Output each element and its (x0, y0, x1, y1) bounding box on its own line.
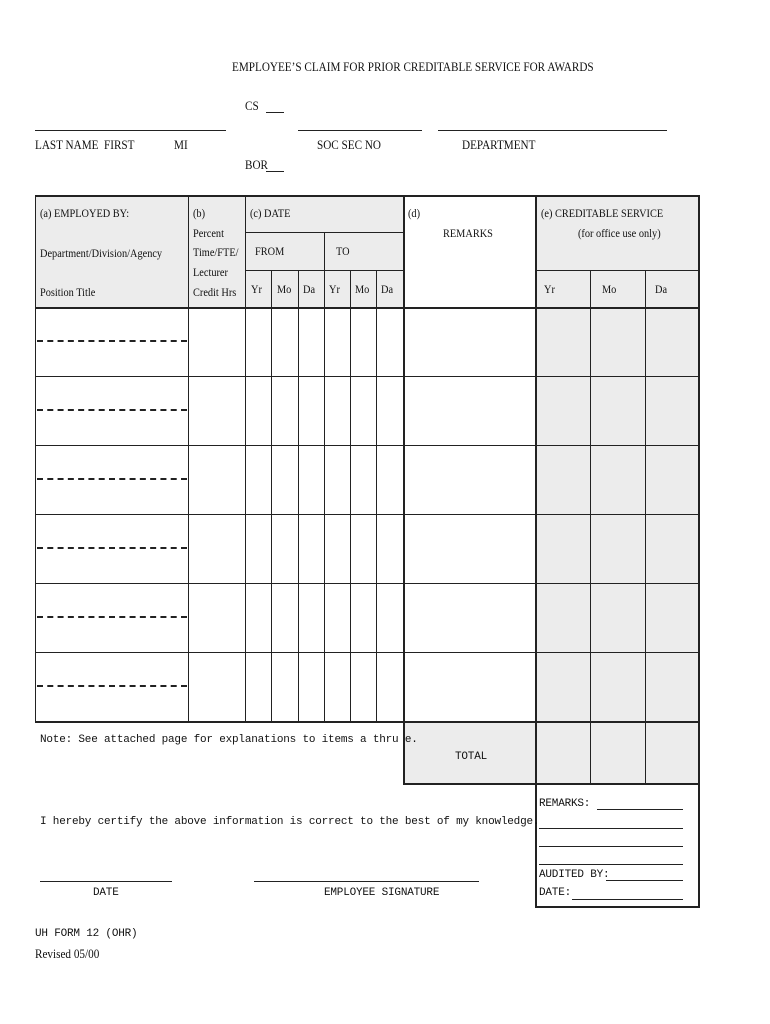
revised-date: Revised 05/00 (35, 946, 100, 961)
office-remarks-line[interactable] (539, 846, 683, 847)
signature-label: EMPLOYEE SIGNATURE (324, 887, 440, 899)
e-yr: Yr (544, 282, 555, 296)
to-da: Da (381, 282, 394, 296)
from-mo: Mo (277, 282, 292, 296)
from-label: FROM (255, 244, 285, 258)
office-remarks-line[interactable] (539, 864, 683, 865)
col-d-letter: (d) (408, 206, 421, 220)
col-b-line: Lecturer (193, 265, 228, 279)
to-yr: Yr (329, 282, 340, 296)
remarks-header: REMARKS (443, 226, 493, 240)
department-label: DEPARTMENT (462, 137, 536, 152)
bor-field[interactable] (266, 171, 284, 172)
col-b-line: Percent (193, 226, 224, 240)
audited-by-label: AUDITED BY: (539, 869, 610, 881)
office-date-label: DATE: (539, 887, 572, 899)
office-date-field[interactable] (572, 899, 683, 900)
employer-entry[interactable] (37, 685, 187, 687)
cs-field[interactable] (266, 112, 284, 113)
department-field[interactable] (438, 130, 667, 131)
to-label: TO (336, 244, 350, 258)
col-e-subtitle: (for office use only) (578, 226, 661, 240)
signature-field[interactable] (254, 881, 479, 882)
mi-label: MI (174, 137, 188, 152)
employer-entry[interactable] (37, 340, 187, 342)
to-mo: Mo (355, 282, 370, 296)
col-c-title: (c) DATE (250, 206, 291, 220)
from-yr: Yr (251, 282, 262, 296)
employer-entry[interactable] (37, 409, 187, 411)
cs-label: CS (245, 98, 259, 113)
col-b-letter: (b) (193, 206, 206, 220)
office-remarks-line[interactable] (539, 828, 683, 829)
bor-label: BOR (245, 157, 268, 172)
note-text: Note: See attached page for explanations to items a thru e. (40, 734, 418, 746)
total-row (403, 722, 699, 784)
total-label: TOTAL (455, 751, 488, 763)
from-da: Da (303, 282, 316, 296)
col-b-line: Credit Hrs (193, 285, 237, 299)
name-field[interactable] (35, 130, 226, 131)
office-remarks-field[interactable] (597, 809, 683, 810)
col-a-subtitle: Department/Division/Agency (40, 246, 163, 260)
date-label: DATE (93, 887, 119, 899)
col-a-position: Position Title (40, 285, 96, 299)
date-field[interactable] (40, 881, 172, 882)
employer-entry[interactable] (37, 547, 187, 549)
first-name-label: FIRST (104, 137, 135, 152)
certification-text: I hereby certify the above information is correct to the best of my knowledge. (40, 816, 540, 828)
col-b-line: Time/FTE/ (193, 245, 239, 259)
office-remarks-label: REMARKS: (539, 798, 591, 810)
ssn-field[interactable] (298, 130, 422, 131)
ssn-label: SOC SEC NO (317, 137, 382, 152)
last-name-label: LAST NAME (35, 137, 99, 152)
col-a-title: (a) EMPLOYED BY: (40, 206, 130, 220)
employer-entry[interactable] (37, 478, 187, 480)
e-da: Da (655, 282, 668, 296)
col-e-title: (e) CREDITABLE SERVICE (541, 206, 664, 220)
e-mo: Mo (602, 282, 617, 296)
audited-by-field[interactable] (606, 880, 683, 881)
form-number: UH FORM 12 (OHR) (35, 928, 138, 940)
employer-entry[interactable] (37, 616, 187, 618)
form-title: EMPLOYEE’S CLAIM FOR PRIOR CREDITABLE SERVICE FOR AWARDS (232, 59, 594, 74)
